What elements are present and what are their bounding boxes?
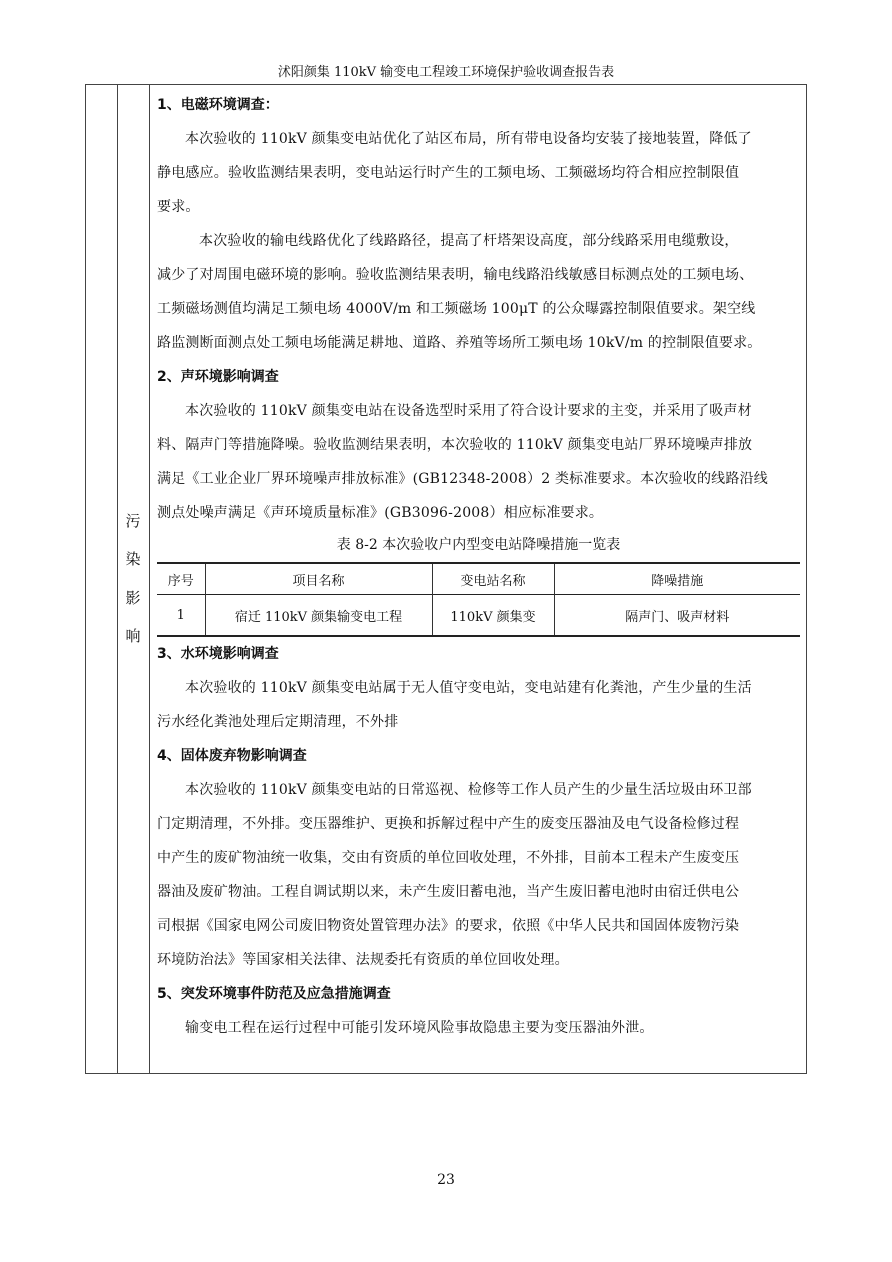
table-cell: 隔声门、吸声材料 [554,595,800,637]
paragraph-water [157,671,800,739]
paragraph-line: 本次验收的输电线路优化了线路路径，提高了杆塔架设高度，部分线路采用电缆敷设， [199,233,739,249]
table-header-cell: 序号 [167,573,194,589]
paragraph-solid-waste [157,773,800,977]
table-caption: 表 8-2 本次验收户内型变电站降噪措施一览表 [336,537,621,553]
paragraph-line: 司根据《国家电网公司废旧物资处置管理办法》的要求，依照《中华人民共和国固体废物污染 [157,918,740,934]
paragraph-line: 测点处噪声满足《声环境质量标准》(GB3096-2008）相应标准要求。 [157,505,604,521]
paragraph-line: 门定期清理，不外排。变压器维护、更换和拆解过程中产生的废变压器油及电气设备检修过程 [157,816,740,832]
paragraph-line: 本次验收的 110kV 颜集变电站的日常巡视、检修等工作人员产生的少量生活垃圾由环卫部 [185,782,752,798]
report-header: 沭阳颜集 110kV 输变电工程竣工环境保护验收调查报告表 [85,62,807,85]
paragraph-line: 输变电工程在运行过程中可能引发环境风险事故隐患主要为变压器油外泄。 [185,1020,654,1036]
section-heading-water: 3、水环境影响调查 [157,646,279,662]
side-label-char: 污 [125,512,141,530]
paragraph-emergency [157,1011,800,1045]
table-cell: 1 [176,607,185,623]
section-heading-emergency: 5、突发环境事件防范及应急措施调查 [157,986,391,1002]
paragraph-line: 减少了对周围电磁环境的影响。验收监测结果表明，输电线路沿线敏感目标测点处的工频电场、 [157,267,754,283]
paragraph-em-substation [157,122,800,224]
paragraph-line: 静电感应。验收监测结果表明，变电站运行时产生的工频电场、工频磁场均符合相应控制限值 [157,165,740,181]
paragraph-line: 工频磁场测值均满足工频电场 4000V/m 和工频磁场 100μT 的公众曝露控制限值要求。架空线 [157,301,756,317]
column-divider [149,85,150,1073]
side-label-char: 染 [125,550,141,569]
paragraph-line: 本次验收的 110kV 颜集变电站在设备选型时采用了符合设计要求的主变，并采用了吸声材 [185,403,752,419]
table-header-cell: 项目名称 [205,563,432,595]
paragraph-line: 环境防治法》等国家相关法律、法规委托有资质的单位回收处理。 [157,952,569,968]
paragraph-line: 本次验收的 110kV 颜集变电站优化了站区布局，所有带电设备均安装了接地装置，降低了 [185,131,752,147]
section-heading-solid-waste: 4、固体废弃物影响调查 [157,748,307,764]
paragraph-line: 满足《工业企业厂界环境噪声排放标准》(GB12348-2008）2 类标准要求。本次验收的线路沿线 [157,471,768,487]
side-label-char: 影 [125,588,141,607]
paragraph-line: 要求。 [157,199,200,215]
table-header-cell: 变电站名称 [432,563,554,595]
main-content [157,88,800,1045]
table-header-row [157,563,800,595]
table-header-cell: 降噪措施 [554,563,800,595]
section-heading-noise: 2、声环境影响调查 [157,369,279,385]
section-heading-em: 1、电磁环境调查： [157,97,279,113]
paragraph-em-line [157,224,800,360]
paragraph-line: 料、隔声门等措施降噪。验收监测结果表明，本次验收的 110kV 颜集变电站厂界环境噪声排放 [157,437,753,453]
side-label-char: 响 [125,626,141,645]
page-number: 23 [437,1172,455,1188]
paragraph-line: 路监测断面测点处工频电场能满足耕地、道路、养殖等场所工频电场 10kV/m 的控制限值要求。 [157,335,762,351]
table-cell: 宿迁 110kV 颜集输变电工程 [205,595,432,637]
paragraph-line: 污水经化粪池处理后定期清理，不外排 [157,714,399,730]
side-label-pollution-impact [117,510,149,646]
paragraph-line: 器油及废矿物油。工程自调试期以来，未产生废旧蓄电池，当产生废旧蓄电池时由宿迁供电公 [157,884,740,900]
table-cell: 110kV 颜集变 [432,595,554,637]
paragraph-line: 中产生的废矿物油统一收集，交由有资质的单位回收处理，不外排，目前本工程未产生废变压 [157,850,740,866]
table-row [157,595,800,637]
paragraph-line: 本次验收的 110kV 颜集变电站属于无人值守变电站，变电站建有化粪池，产生少量的生活 [185,680,752,696]
paragraph-noise [157,394,800,530]
noise-measures-table [157,562,800,637]
